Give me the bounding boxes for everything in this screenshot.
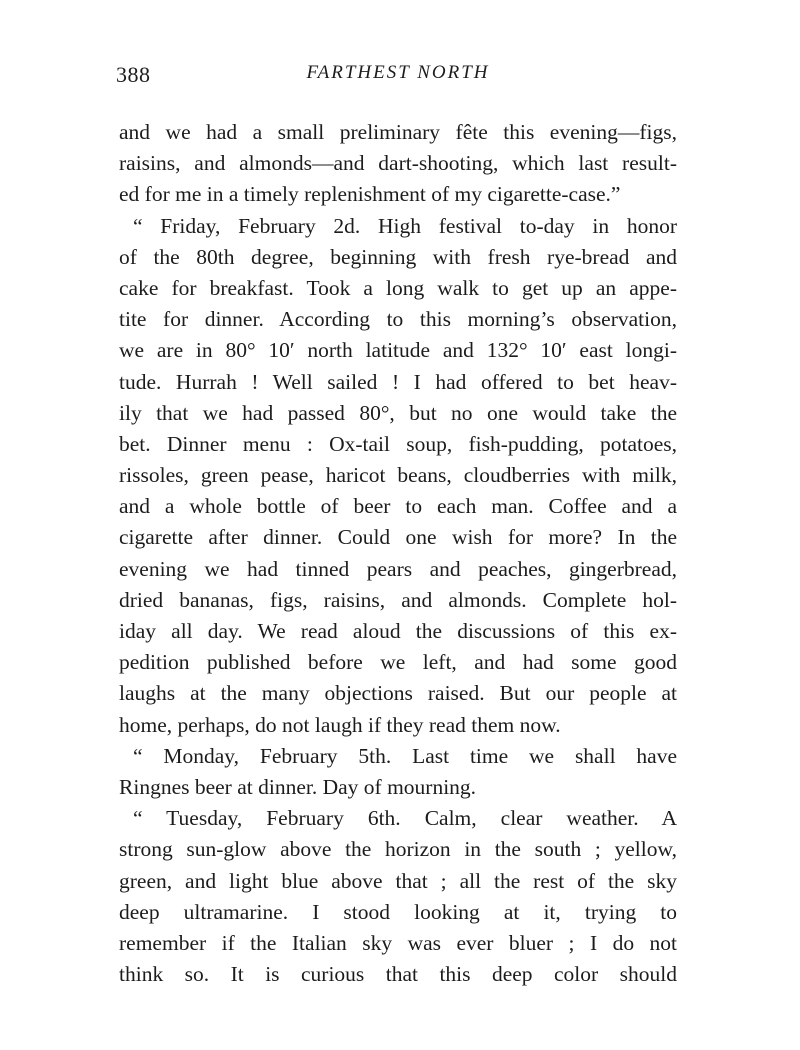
text-line: dried bananas, figs, raisins, and almonds. Complete hol-	[119, 587, 677, 612]
text-line: remember if the Italian sky was ever bluer ; I do not	[119, 930, 677, 955]
text-line: raisins, and almonds—and dart-shooting, which last result-	[119, 151, 677, 176]
text-line: we are in 80° 10′ north latitude and 132° 10′ east longi-	[119, 338, 677, 363]
text-line: bet. Dinner menu : Ox-tail soup, fish-pudding, potatoes,	[119, 431, 677, 456]
text-line: tite for dinner. According to this morning’s observation,	[119, 307, 677, 332]
text-line: “ Monday, February 5th. Last time we shall have	[133, 743, 677, 768]
text-line: “ Friday, February 2d. High festival to-day in honor	[133, 213, 677, 238]
text-line: of the 80th degree, beginning with fresh rye-bread and	[119, 244, 677, 269]
text-line: cake for breakfast. Took a long walk to get up an appe-	[119, 275, 677, 300]
text-line: tude. Hurrah ! Well sailed ! I had offered to bet heav-	[119, 369, 677, 394]
text-line: iday all day. We read aloud the discussions of this ex-	[119, 619, 677, 643]
text-line: laughs at the many objections raised. But our people at	[119, 681, 677, 706]
text-line: pedition published before we left, and had some good	[119, 650, 677, 675]
text-line: green, and light blue above that ; all the rest of the sky	[119, 868, 677, 893]
body-text	[119, 117, 677, 990]
text-line: strong sun-glow above the horizon in the south ; yellow,	[119, 837, 677, 862]
text-line: think so. It is curious that this deep color should	[119, 962, 677, 987]
text-line: ed for me in a timely replenishment of my cigarette-case.”	[119, 182, 621, 207]
text-line: evening we had tinned pears and peaches, gingerbread,	[119, 556, 677, 581]
running-head	[116, 62, 680, 92]
text-line: rissoles, green pease, haricot beans, cloudberries with milk,	[119, 463, 677, 488]
running-title: FARTHEST NORTH	[306, 62, 490, 83]
text-line: deep ultramarine. I stood looking at it, trying to	[119, 899, 677, 924]
page-number: 388	[116, 62, 151, 87]
text-line: “ Tuesday, February 6th. Calm, clear weather. A	[133, 806, 677, 831]
text-line: and we had a small preliminary fête this evening—figs,	[119, 120, 677, 144]
text-line: Ringnes beer at dinner. Day of mourning.	[119, 774, 477, 799]
text-line: home, perhaps, do not laugh if they read them now.	[119, 712, 561, 737]
text-line: ily that we had passed 80°, but no one would take the	[119, 400, 677, 425]
text-line: and a whole bottle of beer to each man. Coffee and a	[119, 494, 677, 519]
text-line: cigarette after dinner. Could one wish for more? In the	[119, 525, 677, 550]
